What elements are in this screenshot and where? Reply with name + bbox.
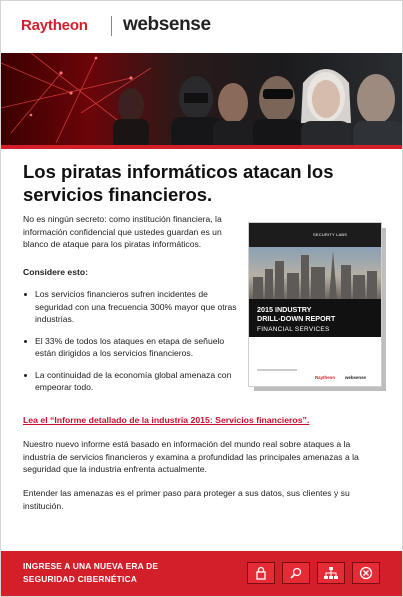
report-cover [248, 222, 382, 387]
body-paragraph-1: Nuestro nuevo informe está basado en información del mundo real sobre ataques a la industria de servicios financieros y examina a profundidad las principales amenazas a la seguridad que la industria enfrenta actualmente. [23, 439, 359, 474]
list-item-text: El 33% de todos los ataques en etapa de señuelo están dirigidos a los servicios financieros. [35, 335, 225, 358]
list-item [23, 288, 241, 326]
report-brand-websense: websense [345, 375, 366, 380]
body-paragraph-2: Entender las amenazas es el primer paso para proteger a sus datos, sus clientes y su institución. [23, 488, 350, 511]
footer-line2: SEGURIDAD CIBERNÉTICA [23, 574, 138, 584]
list-item [23, 369, 241, 394]
report-link[interactable]: Lea el “Informe detallado de la industria 2015: Servicios financieros”. [23, 415, 310, 425]
report-subtitle: FINANCIAL SERVICES [257, 326, 330, 333]
security-labs-label: SECURITY LABS [313, 232, 348, 237]
logo-bar [1, 1, 402, 53]
report-title-line1: 2015 INDUSTRY [257, 305, 312, 314]
report-title-line2: DRILL-DOWN REPORT [257, 313, 336, 323]
bullet-icon [24, 340, 27, 343]
list-item [23, 335, 241, 360]
hero-illustration [1, 53, 402, 145]
search-icon[interactable] [282, 562, 310, 584]
close-icon[interactable] [352, 562, 380, 584]
list-item-text: Los servicios financieros sufren incidentes de seguridad con una frecuencia 300% mayor que otras industrias. [35, 289, 237, 324]
intro-text: No es ningún secreto: como institución financiera, la información confidencial que ustedes guardan es un blanco de ataque para los piratas informáticos. [23, 214, 222, 249]
list-item-text: La continuidad de la economía global amenaza con empeorar todo. [35, 369, 232, 392]
consider-label: Considere esto: [23, 267, 88, 277]
hero-banner[interactable] [1, 53, 402, 145]
report-title [257, 306, 335, 323]
raytheon-logo[interactable]: Raytheon [21, 17, 88, 34]
report-footer-rule [257, 369, 297, 371]
logo-divider [111, 16, 112, 36]
hero-accent-bar [1, 145, 402, 149]
stats-list [23, 288, 241, 403]
report-cover-image[interactable] [248, 222, 386, 391]
footer-line1: INGRESE A UNA NUEVA ERA DE [23, 561, 159, 571]
bullet-icon [24, 293, 27, 296]
city-skyline-image [249, 247, 381, 299]
footer-banner [1, 551, 402, 596]
bullet-icon [24, 374, 27, 377]
footer-tagline[interactable] [23, 560, 203, 586]
network-icon[interactable] [317, 562, 345, 584]
lock-icon[interactable] [247, 562, 275, 584]
websense-logo[interactable]: websense [123, 14, 211, 35]
report-brand-raytheon: Raytheon [315, 375, 336, 380]
page-title: Los piratas informáticos atacan los servicios financieros. [23, 161, 334, 205]
